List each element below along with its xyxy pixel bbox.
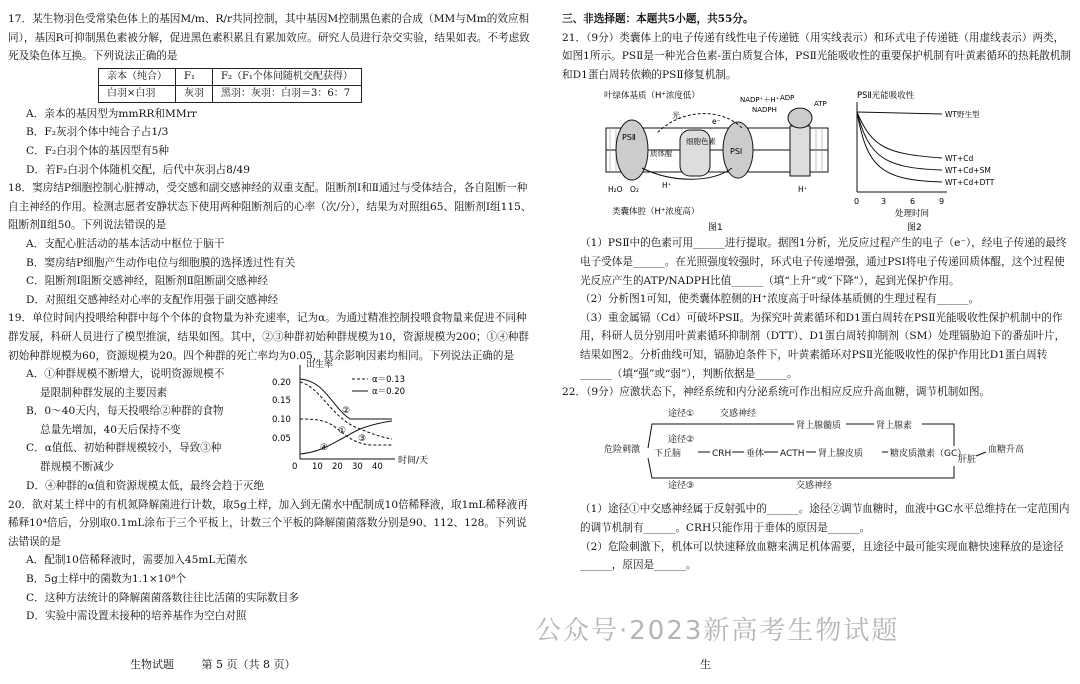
q19-option-b-cont: 总量先增加，40天后保持不变: [40, 423, 181, 436]
footer-subject: 生: [700, 658, 711, 671]
y-axis-label: 出生率: [306, 360, 334, 371]
q19-stem: 19．单位时间内投喂给种群中每个个体的食物量为补充速率，记为α。为通过精准控制投喂食物量来促进不同种群发展，科研人员进行了模型推演，结果如图。其中，②③种群初始种群规模为10，资源规模为200；①④种群初始种群规模为60，资源规模为20。四个种群的死亡率均为0.05，其余影响因素均相同。下列说法正确的是: [8, 312, 530, 362]
right-footer: [700, 656, 711, 675]
q19-option-a: A．①种群规模不断增大，说明资源规模不: [26, 368, 225, 381]
y-tick: 0.15: [272, 396, 291, 407]
stimulus: 危险刺激: [604, 444, 641, 455]
q20-option-b: B．5g土样中的菌数为1.1×10⁸个: [26, 573, 187, 586]
q18-option-a: A．支配心脏活动的基本活动中枢位于脑干: [26, 237, 225, 250]
fig1-label: 光: [672, 111, 680, 121]
q18-option-b: B．窦房结P细胞产生动作电位与细胞膜的选择透过性有关: [26, 256, 296, 269]
q20-option-c: C．这种方法统计的降解菌菌落数往往比活菌的实际数目多: [26, 591, 299, 604]
q19-options-block: [8, 360, 533, 477]
fig2-series-label: WT野生型: [945, 110, 980, 120]
fig1-label: H₂O: [608, 185, 623, 195]
adrenal-cortex: 肾上腺皮质: [818, 448, 864, 459]
watermark: 公众号·2023新高考生物试题: [535, 616, 900, 646]
fig1-label: e⁻: [712, 117, 721, 127]
q21-figures: [562, 84, 1072, 234]
fig1-top-label: 叶绿体基质（H⁺浓度低）: [604, 91, 700, 102]
fig1-caption: 图1: [708, 223, 723, 234]
q20-option-a: A．配制10倍稀释液时，需要加入45mL无菌水: [26, 554, 248, 567]
fig2-series-label: WT+Cd+DTT: [945, 178, 995, 188]
adrenal-medulla: 肾上腺髓质: [796, 420, 842, 431]
fig2-x-tick: 0: [854, 197, 860, 207]
right-column: [562, 10, 1072, 575]
liver: 肝脏: [958, 454, 977, 465]
y-tick: 0.20: [272, 378, 291, 389]
y-tick: 0.10: [272, 415, 291, 426]
q19-option-a-cont: 是限制种群发展的主要因素: [40, 386, 168, 399]
q19-option-c-cont: 群规模不断减少: [40, 461, 115, 474]
path-1-label: 途径①: [668, 408, 695, 419]
fig1-label: ATP: [814, 100, 827, 109]
atp-synthase-head: [788, 108, 812, 128]
fig1-bottom-label: 类囊体腔（H⁺浓度高）: [612, 207, 700, 218]
q19-option-b: B．0～40天内，每天投喂给②种群的食物: [26, 405, 224, 418]
q18-option-c: C．阻断剂Ⅰ阻断交感神经，阻断剂Ⅱ阻断副交感神经: [26, 275, 268, 288]
fig1-label: O₂: [630, 185, 639, 195]
sympathetic-label-2: 交感神经: [796, 480, 833, 491]
x-tick: 40: [372, 462, 383, 473]
q20-stem: 20．欲对某土样中的有机氮降解菌进行计数，取5g土样，加入到无菌水中配制成10倍稀释液，取1mL稀释液再稀释10⁴倍后，分别取0.1mL涂布于三个平板上，计数三个平板的降解菌菌落数分别是90、112、128。下列说法错误的是: [8, 498, 528, 548]
psii-complex: [616, 120, 648, 180]
q21-stem: 21．（9分）类囊体上的电子传递有线性电子传递链（用实线表示）和环式电子传递链（用虚线表示）两类，如图1所示。PSⅡ是一种光合色素-蛋白质复合体，PSⅡ光能吸收性的重要保护机制有叶黄素循环的热耗散机制和D1蛋白周转依赖的PSⅡ修复机制。: [562, 31, 1072, 81]
q21-sub3: （3）重金属镉（Cd）可破坏PSⅡ。为探究叶黄素循环和D1蛋白周转在PSⅡ光能吸收性保护机制中的作用，科研人员分别用叶黄素循环抑制剂（DTT）、D1蛋白周转抑制剂（SM）处理镉胁迫下的番茄叶片，结果如图2。分析曲线可知，镉胁迫条件下，叶黄素循环对PSⅡ光能吸收性的保护作用比D1蛋白周转______（填“强”或“弱”），判断依据是______。: [580, 311, 1066, 380]
series-line: [857, 112, 942, 158]
x-tick: 20: [332, 462, 343, 473]
left-column: [8, 10, 533, 626]
q17-option-c: C．F₂白羽个体的基因型有5种: [26, 144, 169, 157]
x-tick: 10: [312, 462, 323, 473]
x-axis-label: 时间/天: [398, 456, 429, 467]
path-2-label: 途径②: [668, 434, 695, 445]
curve-label: ③: [358, 434, 367, 445]
path-3-label: 途径③: [668, 480, 695, 491]
q17-option-d: D．若F₂白羽个体随机交配，后代中灰羽占8/49: [26, 163, 250, 176]
fig2-series-label: WT+Cd: [945, 154, 974, 164]
figure-1: [602, 88, 842, 234]
fig1-label: 质体醌: [650, 149, 673, 159]
footer-subject: 生物试题: [130, 658, 174, 671]
fig2-xlabel: 处理时间: [895, 209, 930, 220]
q18-stem: 18．窦房结P细胞控制心脏搏动，受交感和副交感神经的双重支配。阻断剂Ⅰ和Ⅱ通过与受体结合，各自阻断一种自主神经的作用。检测志愿者安静状态下使用两种阻断剂后的心率（次/分），结果为对照组65、阻断剂Ⅰ组115、阻断剂Ⅱ组50。下列说法错误的是: [8, 182, 532, 232]
fig1-label: PSⅠ: [730, 147, 743, 157]
x-tick: 0: [292, 462, 298, 473]
table-header: 亲本（纯合）: [99, 68, 176, 85]
fig1-label: NADP⁺＋H⁺: [740, 96, 780, 105]
gc-label: 糖皮质激素（GC）: [890, 448, 967, 459]
curve-label: ④: [320, 443, 329, 454]
table-cell: 黑羽：灰羽：白羽＝3：6：7: [213, 85, 362, 102]
fig1-label: 细胞色素: [686, 137, 716, 147]
y-tick: 0.05: [272, 434, 291, 445]
q21-sub2: （2）分析图1可知，使类囊体腔侧的H⁺浓度高于叶绿体基质侧的生理过程有______。: [580, 293, 980, 306]
series-line: [857, 112, 942, 182]
q21-sub1: （1）PSⅡ中的色素可用______进行提取。据图1分析，光反应过程产生的电子（e⁻），经电子传递的最终电子受体是______。在光照强度较强时，环式电子传递增强，通过PSⅠ将电子传递回质体醌，这个过程使光反应产生的ATP/NADPH比值______（填“上升”或“下降”），起到光保护作用。: [580, 237, 1067, 287]
q18-option-d: D．对照组交感神经对心率的支配作用强于副交感神经: [26, 293, 279, 306]
table-cell: 灰羽: [176, 85, 213, 102]
q19-option-d: D．④种群的α值和资源规模太低，最终会趋于灭绝: [26, 480, 265, 493]
q22-diagram: [600, 402, 1025, 494]
curve-label: ②: [342, 406, 351, 417]
fig1-label: ADP: [780, 94, 795, 103]
q22-sub2: （2）危险刺激下，机体可以快速释放血糖来满足机体需要，且途径中最可能实现血糖快速释放的是途径______，原因是______。: [580, 540, 1064, 572]
q20-option-d: D．实验中需设置未接种的培养基作为空白对照: [26, 610, 247, 623]
sympathetic-label: 交感神经: [720, 408, 757, 419]
q17-option-b: B．F₂灰羽个体中纯合子占1/3: [26, 126, 169, 139]
footer-page: 第 5 页（共 8 页）: [201, 658, 296, 671]
left-footer: [130, 656, 295, 675]
fig2-caption: 图2: [907, 223, 922, 234]
arrow: [976, 452, 986, 456]
fig1-label: H⁺: [662, 181, 672, 191]
fig2-title: PSⅡ光能吸收性: [857, 91, 915, 102]
q22-sub1: （1）途径①中交感神经属于反射弧中的______。途径②调节血糖时，血液中GC水平总维持在一定范围内的调节机制有______。CRH只能作用于垂体的原因是______。: [580, 503, 1070, 534]
legend-label: α＝0.13: [372, 375, 406, 386]
q22-stem: 22．（9分）应激状态下，神经系统和内分泌系统可作出相应反应升高血糖，调节机制如图。: [562, 386, 991, 399]
pituitary: 垂体: [746, 448, 765, 459]
q19-chart: [270, 357, 440, 477]
q17-stem: 17．某生物羽色受常染色体上的基因M/m、R/r共同控制，其中基因M控制黑色素的合成（MM与Mm的效应相同），基因R可抑制黑色素被分解，促进黑色素积累且有累加效应。研究人员进行杂交实验，结果如表。不考虑致死及染色体互换。下列说法正确的是: [8, 13, 530, 63]
atp-synthase: [790, 126, 810, 176]
fig2-x-tick: 9: [939, 197, 945, 207]
fig2-series-label: WT+Cd+SM: [945, 166, 991, 176]
q17-table: [98, 68, 362, 103]
q17-option-a: A．亲本的基因型为mmRR和MMrr: [26, 107, 197, 120]
table-header: F₁: [176, 68, 213, 85]
arrow-path-3: [648, 458, 954, 478]
section-title: 三、非选择题：本题共5小题，共55分。: [562, 13, 754, 25]
fig1-label: PSⅡ: [622, 133, 636, 143]
arrow: [922, 424, 954, 446]
table-header: F₂（F₁个体间随机交配获得）: [213, 68, 362, 85]
crh-label: CRH: [712, 448, 732, 459]
q19-option-c: C．α值低、初始种群规模较小，导致③种: [26, 442, 222, 455]
series-line: [857, 112, 942, 114]
curve-label: ①: [338, 426, 347, 437]
adrenaline: 肾上腺素: [876, 420, 913, 431]
figure-2: [847, 88, 1027, 234]
fig2-x-tick: 6: [910, 197, 916, 207]
hypothalamus: 下丘脑: [654, 448, 682, 459]
fig1-label: H⁺: [798, 185, 808, 195]
table-cell: 白羽×白羽: [99, 85, 176, 102]
series-line: [857, 112, 942, 170]
legend-label: α＝0.20: [372, 387, 406, 398]
fig1-label: NADPH: [752, 106, 777, 115]
x-tick: 30: [352, 462, 363, 473]
fig2-x-tick: 3: [881, 197, 887, 207]
result: 血糖升高: [988, 444, 1025, 455]
acth-label: ACTH: [780, 448, 805, 459]
